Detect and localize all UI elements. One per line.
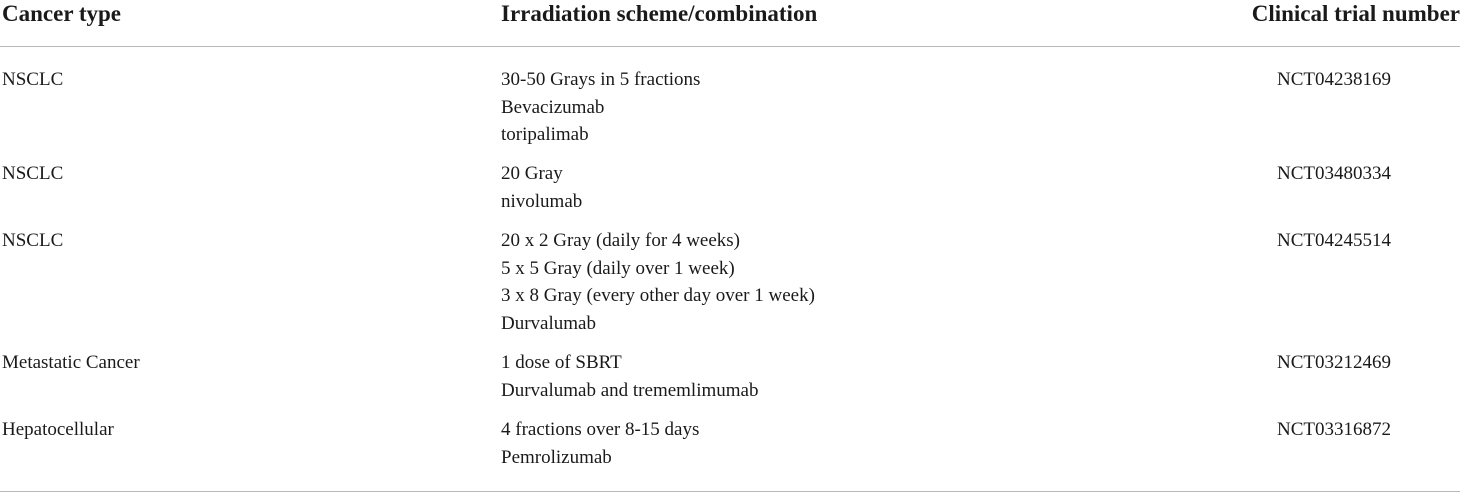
irradiation-line: Durvalumab and trememlimumab (501, 379, 759, 401)
irradiation-line: 4 fractions over 8-15 days (501, 419, 700, 440)
irradiation-cell (501, 66, 700, 149)
trial-number-cell: NCT03316872 (1277, 419, 1391, 440)
header-clinical-trial-number: Clinical trial number (1251, 1, 1460, 26)
irradiation-cell (501, 160, 582, 215)
header-divider (0, 46, 1460, 47)
cancer-type-cell: Metastatic Cancer (2, 352, 140, 373)
table-bottom-divider (0, 491, 1460, 492)
irradiation-line: toripalimab (501, 124, 589, 145)
trial-number-cell: NCT03480334 (1277, 163, 1391, 184)
trial-number-cell: NCT04238169 (1277, 69, 1391, 90)
header-cancer-type: Cancer type (2, 1, 122, 26)
header-irradiation-scheme: Irradiation scheme/combination (501, 1, 818, 26)
cancer-type-cell: NSCLC (2, 163, 64, 184)
irradiation-line: Pemrolizumab (501, 446, 612, 468)
cancer-type-cell: NSCLC (2, 230, 64, 251)
irradiation-line: 1 dose of SBRT (501, 352, 622, 373)
irradiation-cell (501, 349, 758, 404)
irradiation-line: 20 Gray (501, 163, 563, 184)
irradiation-line: Durvalumab (501, 312, 596, 334)
trial-number-cell: NCT04245514 (1277, 230, 1391, 251)
cancer-type-cell: NSCLC (2, 69, 64, 90)
irradiation-line: 30-50 Grays in 5 fractions (501, 69, 701, 90)
irradiation-line: Bevacizumab (501, 96, 605, 118)
cancer-type-cell: Hepatocellular (2, 419, 114, 440)
irradiation-line: nivolumab (501, 190, 583, 212)
irradiation-line: 5 x 5 Gray (daily over 1 week) (501, 257, 735, 279)
irradiation-line: 20 x 2 Gray (daily for 4 weeks) (501, 230, 741, 251)
trial-number-cell: NCT03212469 (1277, 352, 1391, 373)
irradiation-line: 3 x 8 Gray (every other day over 1 week) (501, 285, 815, 306)
irradiation-cell (501, 416, 699, 471)
table-header (0, 0, 1460, 46)
irradiation-cell (501, 227, 815, 337)
